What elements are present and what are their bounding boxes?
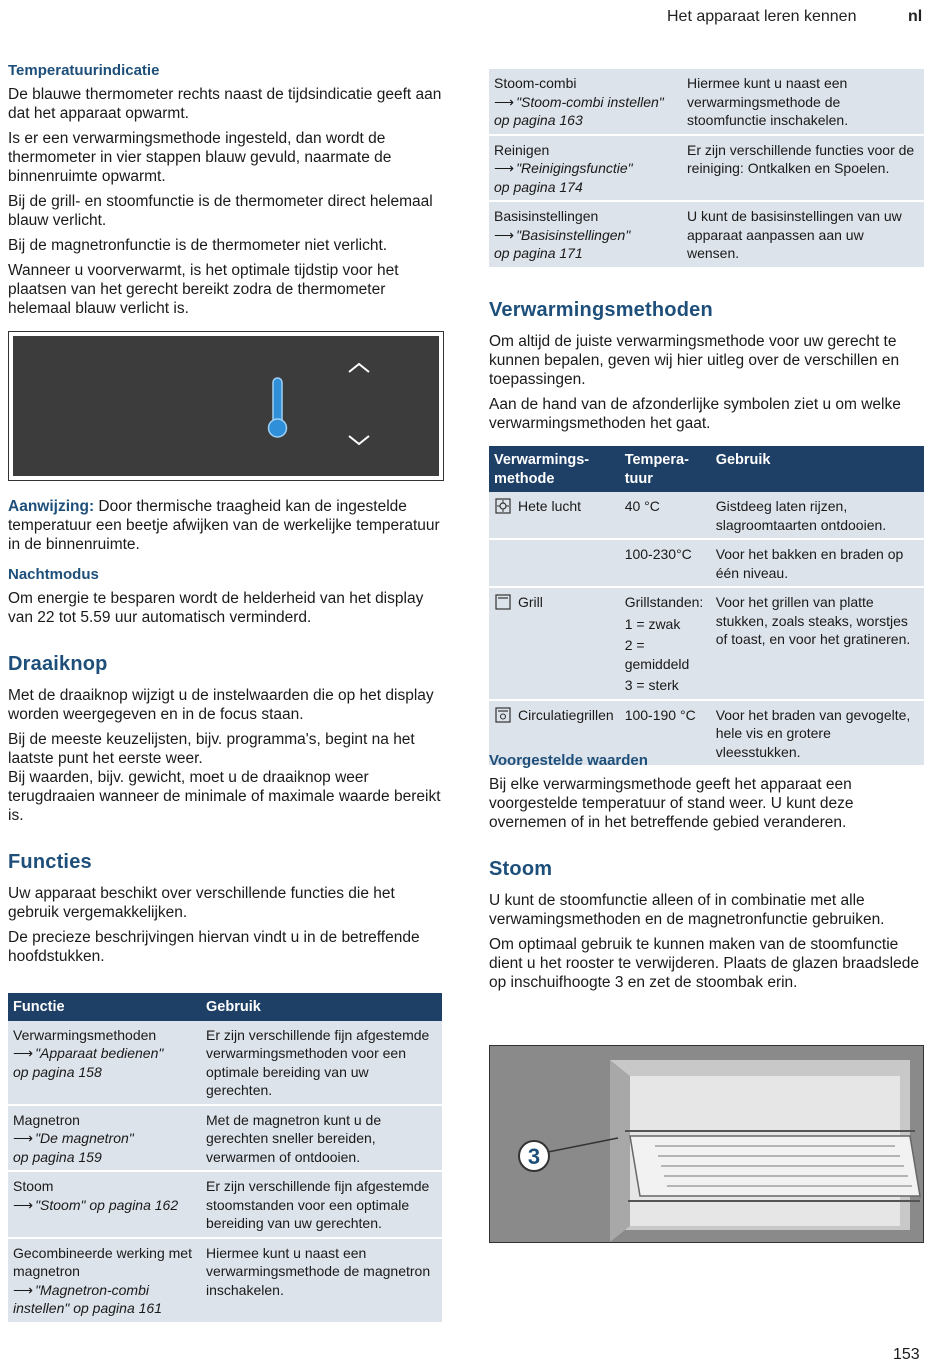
table-row [8,1238,442,1322]
grill-level-3: 3 = sterk [624,677,679,693]
knob-heading: Draaiknop [8,653,108,675]
use-cell: Voor het bakken en braden op één niveau. [711,539,924,587]
grill-levels-label: Grillstanden: [624,594,704,610]
table-row [489,135,924,202]
grill-icon [494,593,512,611]
method-name: Grill [518,594,543,610]
table-row [489,539,924,587]
arrow-right-icon: ⟶ [494,226,515,243]
function-page: op pagina 163 [494,112,583,128]
function-name: Stoom [13,1178,54,1194]
knob-paragraph-2b: Bij waarden, bijv. gewicht, moet u de draaiknop weer terugdraaien wanneer de minimale of maximale waarde bereikt is. [8,769,441,824]
function-page: op pagina 174 [494,178,583,195]
method-cell [489,587,620,700]
note-label: Aanwijzing: [8,498,95,515]
use-cell: Er zijn verschillende functies voor de reiniging: Ontkalken en Spoelen. [682,135,924,202]
table-row [8,1105,442,1172]
temperature-cell: 100-230°C [620,539,711,587]
function-name: Basisinstellingen [494,208,599,224]
arrow-right-icon: ⟶ [494,160,515,176]
table-row [8,1021,442,1105]
use-cell: Hiermee kunt u naast een verwarmingsmethode de magnetron inschakelen. [201,1238,442,1322]
temperature-cell: 40 °C [624,498,660,514]
grill-level-2: 2 = gemiddeld [624,637,690,672]
left-column [8,62,443,324]
knob-paragraph-1: Met de draaiknop wijzigt u de instelwaarden die op het display worden weergegeven en in de focus staan. [8,687,434,723]
function-cell [489,135,682,202]
function-ref[interactable]: ⟶ "Basisinstellingen" [494,226,631,243]
functions-header-use: Gebruik [201,993,442,1021]
heating-heading: Verwarmingsmethoden [489,299,713,321]
left-column-lower [8,497,443,972]
use-cell: U kunt de basisinstellingen van uw apparaat aanpassen aan uw wensen. [682,201,924,267]
display-illustration [8,331,444,481]
function-cell [8,1238,201,1322]
table-row [8,1171,442,1238]
function-cell [8,1021,201,1105]
night-heading: Nachtmodus [8,566,99,583]
function-name: Reinigen [494,141,550,158]
header-method: Verwarmings-methode [489,446,620,492]
use-cell: Hiermee kunt u naast een verwarmingsmethode de stoomfunctie inschakelen. [687,75,849,128]
heating-paragraph-1: Om altijd de juiste verwarmingsmethode voor uw gerecht te kunnen bepalen, geven wij hier uitleg over de verschillen en toepassingen. [489,333,900,388]
use-cell: Met de magnetron kunt u de gerechten sneller bereiden, verwarmen of ontdooien. [201,1105,442,1172]
functions-table-header [8,993,442,1021]
function-name: Magnetron [13,1111,80,1128]
table-row [489,492,924,539]
table-row [489,69,924,135]
table-row [489,587,924,700]
hot-air-icon [494,497,512,515]
method-cell [489,539,620,587]
thermometer-icon [269,378,287,437]
display-graphic [13,336,439,476]
use-cell: Er zijn verschillende fijn afgestemde verwarmingsmethoden voor een optimale bereiding van uw gerechten. [206,1026,430,1098]
function-cell [8,1105,201,1172]
up-chevron-icon [349,364,369,372]
temperature-cell: 100-190 °C [620,700,711,766]
use-cell: Voor het braden van gevogelte, hele vis en grotere vleesstukken. [711,700,924,766]
right-column-lower [489,752,924,998]
steam-heading: Stoom [489,858,553,880]
arrow-right-icon: ⟶ [494,93,515,110]
use-cell: Er zijn verschillende fijn afgestemde stoomstanden voor een optimale bereiding van uw gerechten. [201,1171,442,1238]
function-ref[interactable]: ⟶ "Magnetron-combi instellen" op pagina 161 [13,1281,162,1316]
preset-heading: Voorgestelde waarden [489,752,648,769]
display-screen [13,336,439,476]
temp-heading: Temperatuurindicatie [8,62,160,79]
steam-paragraph-2: Om optimaal gebruik te kunnen maken van de stoomfunctie dient u het rooster te verwijderen. Plaats de glazen braadslede op inschuifhoogte 3 en zet de stoombak erin. [489,936,919,991]
circulation-grill-icon [494,706,512,724]
arrow-right-icon: ⟶ [13,1196,34,1213]
arrow-right-icon: ⟶ [13,1281,34,1298]
functions-table [8,993,442,1322]
functions-paragraph-2: De precieze beschrijvingen hiervan vindt u in de betreffende hoofdstukken. [8,929,420,965]
function-page: op pagina 158 [13,1063,102,1080]
table-row [489,201,924,267]
arrow-right-icon: ⟶ [13,1045,34,1061]
right-column [489,299,924,439]
functions-header-function: Functie [8,993,201,1021]
arrow-right-icon: ⟶ [13,1130,34,1146]
oven-illustration [489,1045,924,1243]
temp-paragraph-1: De blauwe thermometer rechts naast de tijdsindicatie geeft aan dat het apparaat opwarmt. [8,86,442,122]
note-text: Door thermische traagheid kan de ingestelde temperatuur een beetje afwijken van de werkelijke temperatuur in de binnenruimte. [8,498,440,553]
temperature-cell [620,587,711,700]
function-ref[interactable]: ⟶ "Stoom" op pagina 162 [13,1196,179,1213]
language-tag: nl [908,8,923,25]
header-temperature: Tempera-tuur [620,446,711,492]
function-name: Stoom-combi [494,75,577,91]
function-cell [489,69,682,135]
use-cell: Gistdeeg laten rijzen, slagroomtaarten ontdooien. [715,498,887,533]
function-ref[interactable]: ⟶ "Reinigingsfunctie" [494,160,633,176]
function-page: op pagina 171 [494,245,583,261]
function-ref[interactable]: ⟶ "Stoom-combi instellen" [494,93,664,110]
function-ref[interactable]: ⟶ "De magnetron" [13,1130,134,1146]
oven-interior-graphic [490,1046,923,1242]
night-paragraph: Om energie te besparen wordt de helderheid van het display van 22 tot 5.59 uur automatisch verminderd. [8,590,424,626]
page-number: 153 [893,1346,920,1363]
function-name: Gecombineerde werking met magnetron [13,1244,192,1279]
knob-paragraph-2a: Bij de meeste keuzelijsten, bijv. programma's, begint na het laatste punt het eerste weer. [8,731,415,767]
function-page: op pagina 159 [13,1148,102,1165]
temp-paragraph-4: Bij de magnetronfunctie is de thermometer niet verlicht. [8,237,388,254]
grill-level-1: 1 = zwak [624,615,681,632]
functions-table-continued [489,69,924,267]
functions-paragraph-1: Uw apparaat beschikt over verschillende functies die het gebruik vergemakkelijken. [8,885,395,921]
functions-heading: Functies [8,851,92,873]
heating-paragraph-2: Aan de hand van de afzonderlijke symbolen ziet u om welke verwarmingsmethoden het gaat. [489,396,901,432]
temp-paragraph-5: Wanneer u voorverwarmt, is het optimale tijdstip voor het plaatsen van het gerecht bereikt zodra de thermometer helemaal blauw verlicht is. [8,262,399,317]
temp-paragraph-3: Bij de grill- en stoomfunctie is de thermometer direct helemaal blauw verlicht. [8,193,433,229]
temp-paragraph-2: Is er een verwarmingsmethode ingesteld, dan wordt de thermometer in vier stappen blauw gevuld, naarmate de binnenruimte opwarmt. [8,130,392,185]
heating-table-header [489,446,924,492]
preset-paragraph: Bij elke verwarmingsmethode geeft het apparaat een voorgestelde temperatuur of stand weer. U kunt deze overnemen of in het betreffende gebied veranderen. [489,776,854,831]
function-ref[interactable]: ⟶ "Apparaat bedienen" [13,1045,164,1061]
method-cell [489,492,620,539]
heating-methods-table [489,446,924,765]
method-name: Hete lucht [518,498,582,514]
running-header: Het apparaat leren kennen [667,8,857,25]
down-chevron-icon [349,436,369,444]
steam-paragraph-1: U kunt de stoomfunctie alleen of in combinatie met alle verwamingsmethoden en de magnetronfunctie gebruiken. [489,892,885,928]
note-paragraph [8,497,443,554]
function-name: Verwarmingsmethoden [13,1026,157,1043]
function-cell [8,1171,201,1238]
function-cell [489,201,682,267]
rack-level-label: 3 [527,1144,541,1169]
use-cell: Voor het grillen van platte stukken, zoals steaks, worstjes of toast, en voor het gratineren. [711,587,924,700]
header-use: Gebruik [711,446,924,492]
method-name: Circulatiegrillen [518,706,614,723]
